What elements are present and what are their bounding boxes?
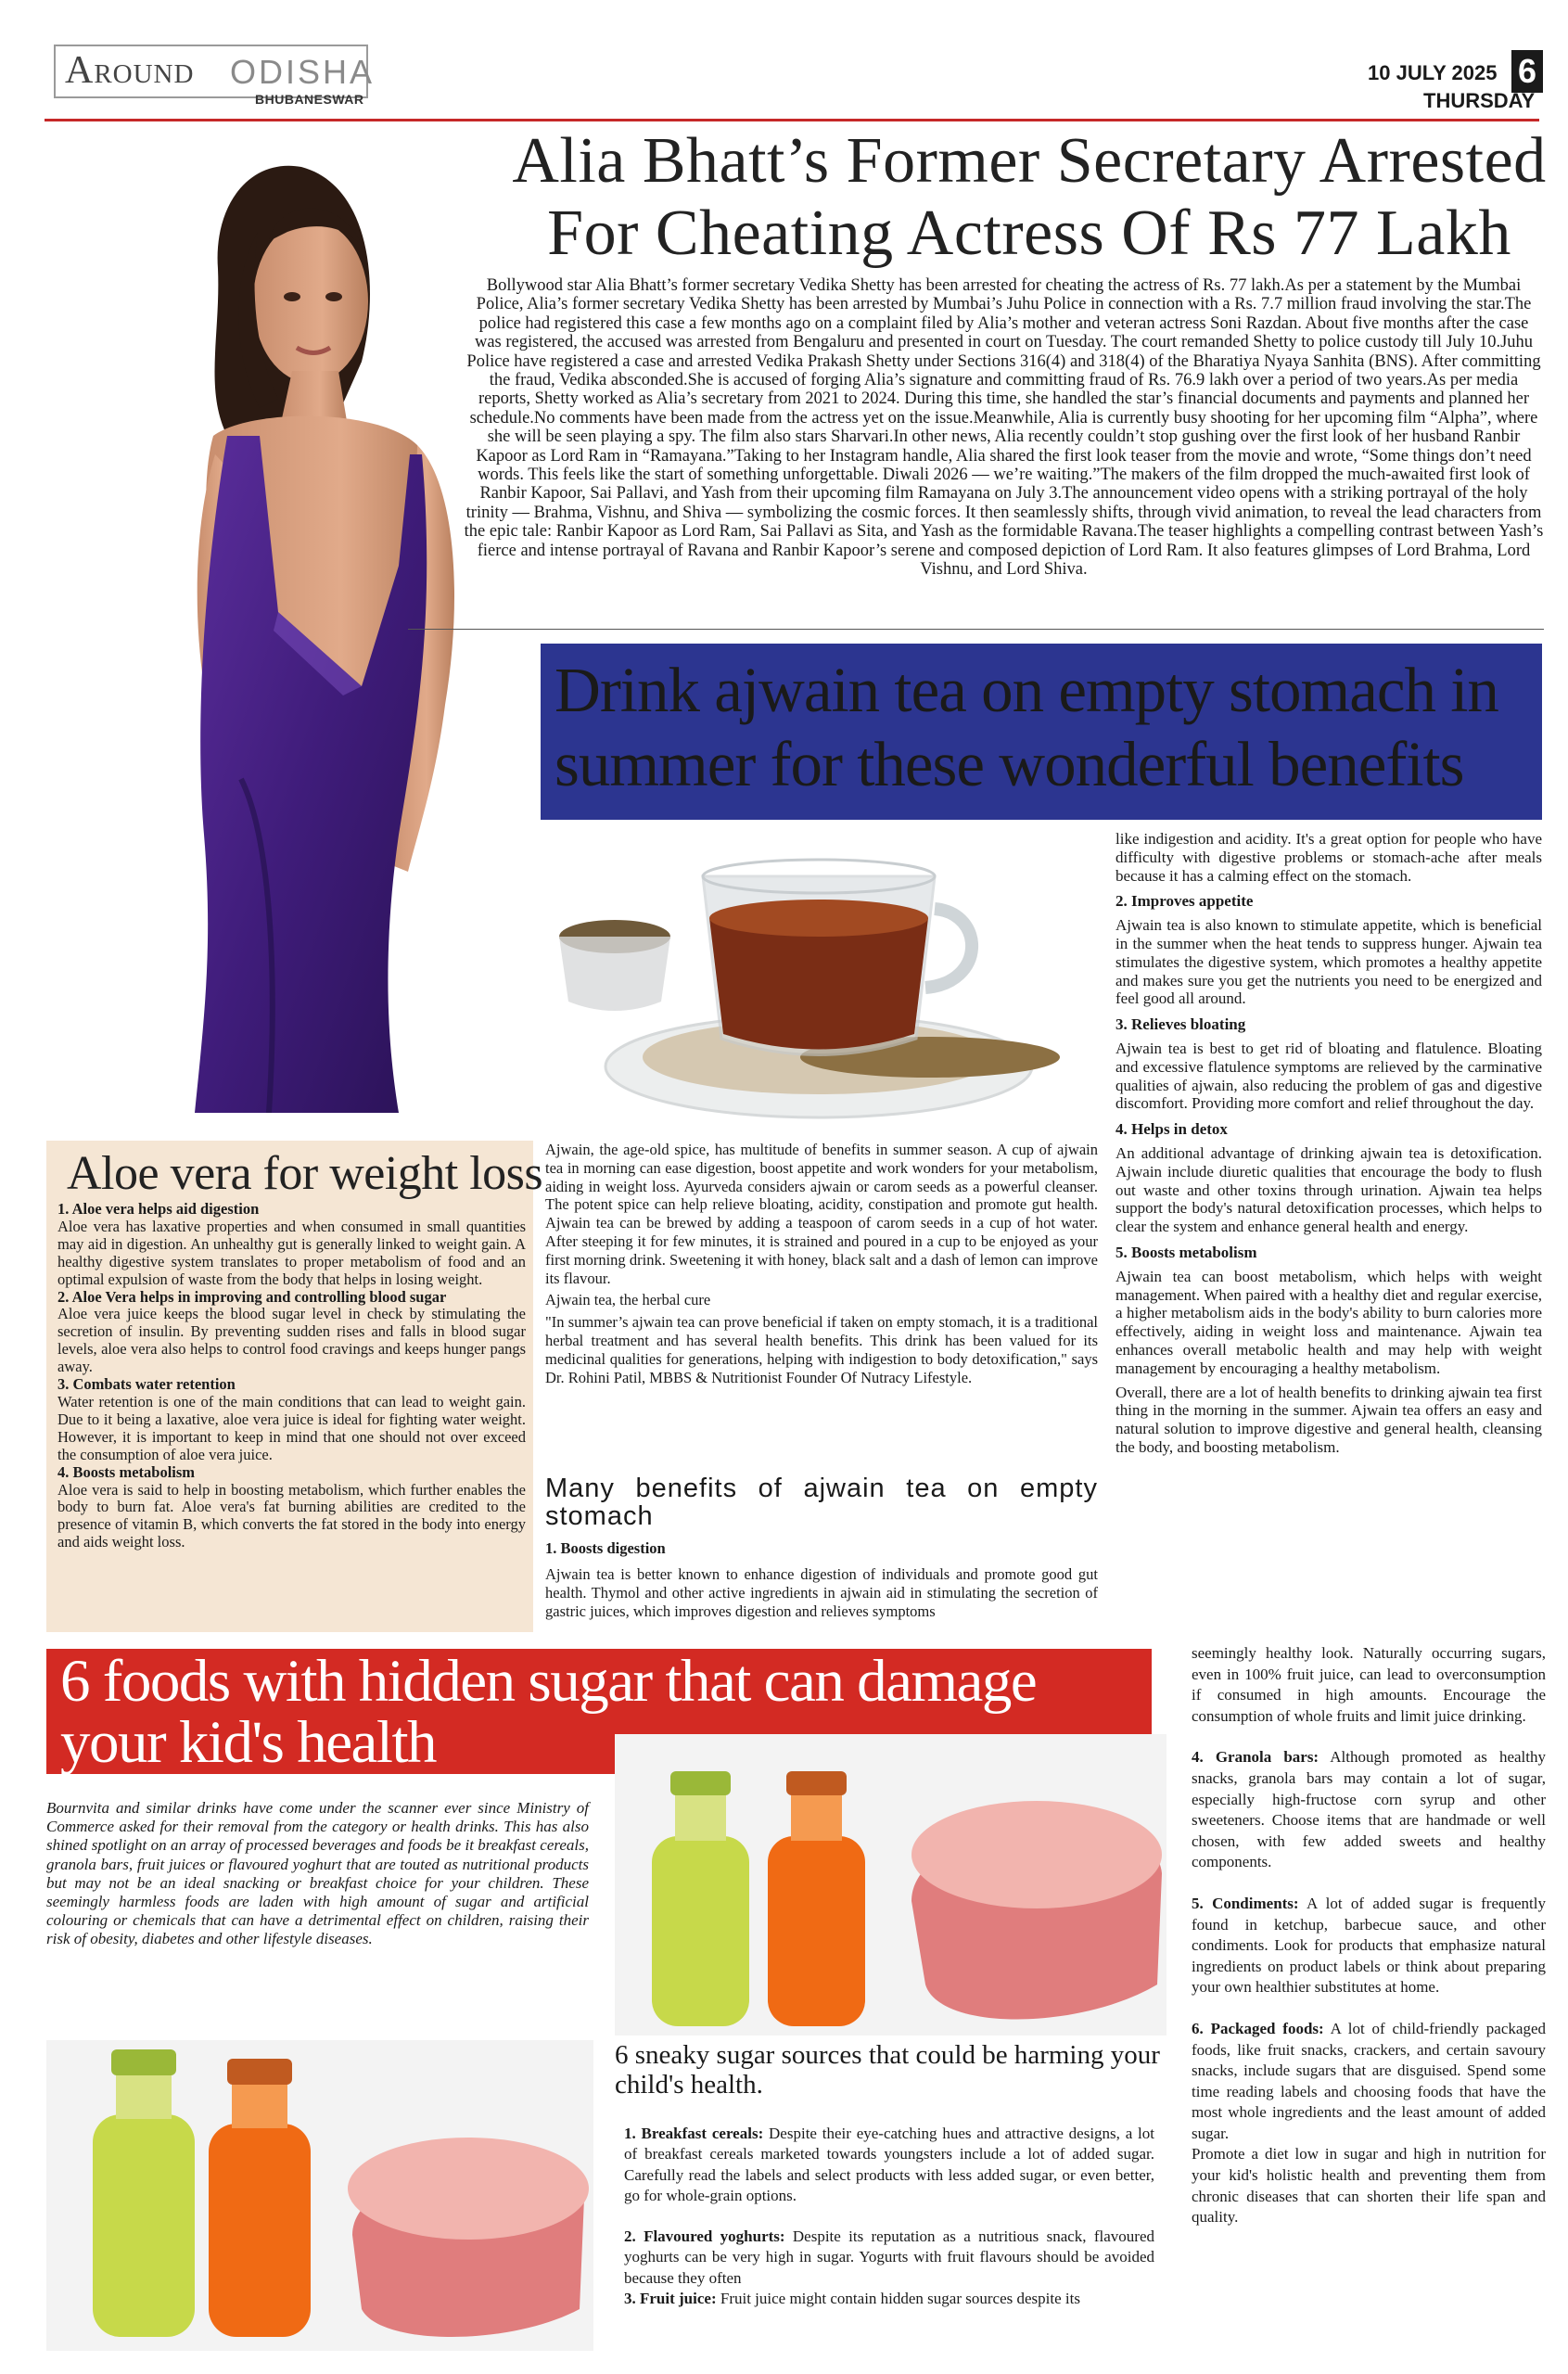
sugar-item (1192, 2019, 1546, 2145)
sugar-item-title: 1. Breakfast cereals: (624, 2125, 764, 2142)
ajwain-herbal-line: Ajwain tea, the herbal cure (545, 1291, 711, 1309)
ajwain-continued: like indigestion and acidity. It's a great option for people who have difficulty with digestive problems or stomach-ache after meals because it has a calming effect on the stomach. (1115, 830, 1542, 885)
ajwain-point-title: 1. Boosts digestion (545, 1539, 666, 1557)
aloe-title: Aloe vera for weight loss (67, 1147, 543, 1200)
aloe-point-body: Aloe vera is said to help in boosting metabolism, which further enables the body to burn fat. Aloe vera's fat burning abilities are credited to the presence of vitamin B, which converts the fat stored in the body into energy and aids weight loss. (57, 1480, 526, 1551)
sugar-item (1192, 1894, 1546, 1998)
aloe-point-title: 3. Combats water retention (57, 1375, 236, 1394)
ajwain-intro: Ajwain, the age-old spice, has multitude of benefits in summer season. A cup of ajwain tea in morning can ease digestion, boost appetite and work wonders for your metabolism, aiding in weight loss. Ayurveda considers ajwain or carom seeds as a powerful cleanser. The potent spice can help relieve bloating, acidity, constipation and promote gut health. Ajwain tea can be brewed by adding a teaspoon of carom seeds in a cup of hot water. After steeping it for few minutes, it is strained and poured in a cup to be enjoyed as your first morning drink. Sweetening it with honey, black salt and a dash of lemon can improve its flavour. (545, 1141, 1098, 1287)
ajwain-point-body: Ajwain tea can boost metabolism, which helps with weight management. When paired with a healthy diet and regular exercise, a higher metabolism aids in the body's ability to burn calories more effectively, aiding in weight loss and maintenance. Ajwain tea enhances overall metabolic health and may help with weight management by encouraging a healthy metabolism. (1115, 1267, 1542, 1377)
ajwain-point-body: Ajwain tea is also known to stimulate appetite, which is beneficial in the summer when the heat tends to suppress hunger. Ajwain tea stimulates the digestive system, which promotes a healthy appetite and makes sure you get the nutrients you need to be energized and feel good all around. (1115, 916, 1542, 1008)
ajwain-point-title: 4. Helps in detox (1115, 1120, 1228, 1139)
sugar-headline: 6 foods with hidden sugar that can damage your kid's health (60, 1648, 1037, 1776)
issue-date: 10 JULY 2025 (1368, 61, 1498, 84)
alia-article-body: Bollywood star Alia Bhatt’s former secretary Vedika Shetty has been arrested for cheating the actress of Rs. 77 lakh.As per a statement by the Mumbai Police, Alia’s former secretary Vedika Shetty has been arrested by Mumbai’s Juhu Police in connection with a Rs. 7.7 million fraud involving the star.The police had registered this case a few months ago on a complaint filed by Alia’s mother and veteran actress Soni Razdan. About five months after the case was registered, the accused was arrested from Bengaluru and presented in court on Tuesday. The court remanded Shetty to police custody till July 10.Juhu Police have registered a case and arrested Vedika Prakash Shetty under Sections 316(4) and 318(4) of the Bharatiya Nyaya Sanhita (BNS). After committing the fraud, Vedika absconded.She is accused of forging Alia’s signature and committing fraud of Rs. 76.9 lakh over a period of two years.As per media reports, Shetty worked as Alia’s secretary from 2021 to 2024. During this time, she handled the star’s financial documents and payments and planned her schedule.No comments have been made from the actress yet on the issue.Meanwhile, Alia is currently busy shooting for her upcoming film “Alpha”, where she will be seen playing a spy. The film also stars Sharvari.In other news, Alia recently couldn’t stop gushing over the first look of her husband Ranbir Kapoor as Lord Ram in “Ramayana.”Taking to her Instagram handle, Alia shared the first look teaser from the movie and wrote, “Some things don’t need words. This feels like the start of something unforgettable. Diwali 2026 — we’re waiting.”The makers of the film dropped the much-awaited first look of Ranbir Kapoor, Sai Pallavi, and Yash from their upcoming film Ramayana on July 3.The announcement video opens with a striking portrayal of the holy trinity — Brahma, Vishnu, and Shiva — symbolizing the cosmic forces. It then seamlessly shifts, through vivid animation, to reveal the lead characters from the epic tale: Ranbir Kapoor as Lord Ram, Sai Pallavi as Sita, and Yash as the formidable Ravana.The teaser highlights a compelling contrast between Yash’s fierce and intense portrayal of Ravana and Ranbir Kapoor’s serene and composed depiction of Lord Ram. It also features glimpses of Lord Brahma, Lord Vishnu, and Lord Shiva. (464, 276, 1544, 580)
sugar-item (624, 2124, 1154, 2206)
aloe-point-body: Water retention is one of the main conditions that can lead to weight gain. Due to it being a laxative, aloe vera juice is ideal for fighting water weight. However, it is important to keep in mind that one should not over exceed the consumption of aloe vera juice. (57, 1392, 526, 1463)
sugar-item-body: A lot of added sugar is frequently found in ketchup, barbecue sauce, and other condiments. Look for products that emphasize natural ingredients on product labels or think about preparing your own healthier substitutes at home. (1192, 1894, 1546, 1997)
masthead-rule (45, 119, 1539, 121)
sugar-list-column (624, 2124, 1154, 2309)
ajwain-right-column (1115, 830, 1542, 1457)
masthead-brand-odisha: ODISHA (230, 53, 376, 91)
sugar-closing: Promote a diet low in sugar and high in nutrition for your kid's holistic health and preventing them from chronic diseases that can shorten their life span and quality. (1192, 2145, 1546, 2227)
sugar-intro: Bournvita and similar drinks have come under the scanner ever since Ministry of Commerce asked for their removal from the category or health drinks. This has also shined spotlight on an array of processed beverages and foods be it breakfast cereals, granola bars, fruit juices or flavoured yoghurt that are touted as nutritional products but may not be an ideal snacking or breakfast choice for your children. These seemingly harmless foods are laden with high amount of sugar and artificial colouring or chemicals that can have a detrimental effect on children, raising their risk of obesity, diabetes and other lifestyle diseases. (46, 1799, 589, 1948)
section-divider (408, 629, 1544, 630)
sugar-item-body: Fruit juice might contain hidden sugar sources despite its (716, 2290, 1080, 2308)
ajwain-quote: "In summer’s ajwain tea can prove beneficial if taken on empty stomach, it is a traditional herbal treatment and has several health benefits. This drink has been valued for its medicinal qualities for generations, helping with indigestion to body detoxification," says Dr. Rohini Patil, MBBS & Nutritionist Founder Of Nutracy Lifestyle. (545, 1313, 1098, 1386)
sugar-item-body: Despite its reputation as a nutritious snack, flavoured yoghurts can be very high in sugar. Yogurts with fruit flavours should be avoided because they often (624, 2227, 1154, 2287)
sugar-item (1192, 1747, 1546, 1873)
sugar-item-body: Although promoted as healthy snacks, granola bars may contain a lot of sugar, especially high-fructose corn syrup and other sweeteners. Choose items that are handmade or well chosen, with few added sweets and healthy components. (1192, 1748, 1546, 1871)
ajwain-middle-column (545, 1141, 1098, 1386)
aloe-point-body: Aloe vera juice keeps the blood sugar level in check by stimulating the secretion of insulin. By preventing sudden rises and falls in blood sugar levels, aloe vera also helps to control food cravings and keeps hunger pangs away. (57, 1305, 526, 1376)
ajwain-point-title: 2. Improves appetite (1115, 892, 1254, 911)
sugar-item-title: 4. Granola bars: (1192, 1748, 1319, 1767)
ajwain-conclusion: Overall, there are a lot of health benefits to drinking ajwain tea first thing in the morning in the summer. Ajwain tea offers an easy and natural solution to improve digestive and general health, cleansing the body, and boosting metabolism. (1115, 1383, 1542, 1456)
ajwain-headline: Drink ajwain tea on empty stomach in summer for these wonderful benefits (555, 655, 1498, 799)
sugar-right-column (1192, 1643, 1546, 2228)
sugar-item-title: 6. Packaged foods: (1192, 2019, 1324, 2037)
sugar-photo-caption: 6 sneaky sugar sources that could be harming your child's health. (615, 2040, 1160, 2100)
ajwain-point-body: Ajwain tea is best to get rid of bloating and flatulence. Bloating and excessive flatulence symptoms are relieved by the carminative qualities of ajwain, also reducing the problem of gas and digestive discomfort. Providing more comfort and relief throughout the day. (1115, 1039, 1542, 1113)
alia-headline: Alia Bhatt’s Former Secretary Arrested For Cheating Actress Of Rs 77 Lakh (512, 125, 1547, 269)
aloe-point-title: 2. Aloe Vera helps in improving and controlling blood sugar (57, 1287, 447, 1306)
aloe-point-title: 4. Boosts metabolism (57, 1462, 196, 1481)
sugar-item (624, 2289, 1154, 2309)
ajwain-tea-photo (541, 825, 1097, 1141)
sugar-item-body: Despite their eye-catching hues and attractive designs, a lot of breakfast cereals marketed towards youngsters include a lot of added sugar. Carefully read the labels and select products with less added sugar, or even better, go for whole-grain options. (624, 2125, 1154, 2204)
sugar-item-body: A lot of child-friendly packaged foods, like fruit snacks, crackers, and certain savoury snacks, include sugars that are disguised. Spend some time reading labels and choosing foods that have the most whole ingredients and the least amount of added sugar. (1192, 2019, 1546, 2142)
sugar-item-title: 5. Condiments: (1192, 1894, 1299, 1912)
sugar-drinks-photo-2 (615, 1734, 1166, 2036)
aloe-body (57, 1201, 526, 1551)
masthead-brand-around: Around (65, 49, 195, 92)
ajwain-point-title: 5. Boosts metabolism (1115, 1243, 1257, 1261)
ajwain-point-body: Ajwain tea is better known to enhance digestion of individuals and promote good gut health. Thymol and other active ingredients in ajwain aid in stimulating the secretion of gastric juices, which improves digestion and relieves symptoms (545, 1565, 1098, 1620)
issue-day: THURSDAY (1423, 89, 1536, 112)
ajwain-point-title: 3. Relieves bloating (1115, 1015, 1246, 1034)
sugar-item (624, 2227, 1154, 2289)
sugar-item-continued: seemingly healthy look. Naturally occurring sugars, even in 100% fruit juice, can lead to overconsumption if consumed in high amounts. Encourage the consumption of whole fruits and limit juice drinking. (1192, 1644, 1546, 1725)
sugar-item-title: 3. Fruit juice: (624, 2290, 717, 2308)
ajwain-middle-column-2 (545, 1539, 1098, 1621)
aloe-point-body: Aloe vera has laxative properties and when consumed in small quantities may aid in digestion. An unhealthy gut is generally linked to weight gain. A healthy digestive system translates to proper metabolism of food and an optimal expulsion of waste from the body that helps in losing weight. (57, 1217, 526, 1288)
sugar-drinks-photo (46, 2040, 593, 2351)
ajwain-subhead: Many benefits of ajwain tea on empty stomach (545, 1474, 1098, 1531)
sugar-item-title: 2. Flavoured yoghurts: (624, 2227, 785, 2246)
masthead-city: BHUBANESWAR (255, 92, 364, 107)
ajwain-point-body: An additional advantage of drinking ajwain tea is detoxification. Ajwain include diuretic qualities that encourage the body to flush out waste and other toxins through urination. Ajwain tea helps support the body's natural detoxification processes, which helps to clear the system and enhance general health and energy. (1115, 1143, 1542, 1236)
page-number: 6 (1511, 50, 1543, 93)
aloe-point-title: 1. Aloe vera helps aid digestion (57, 1200, 260, 1218)
